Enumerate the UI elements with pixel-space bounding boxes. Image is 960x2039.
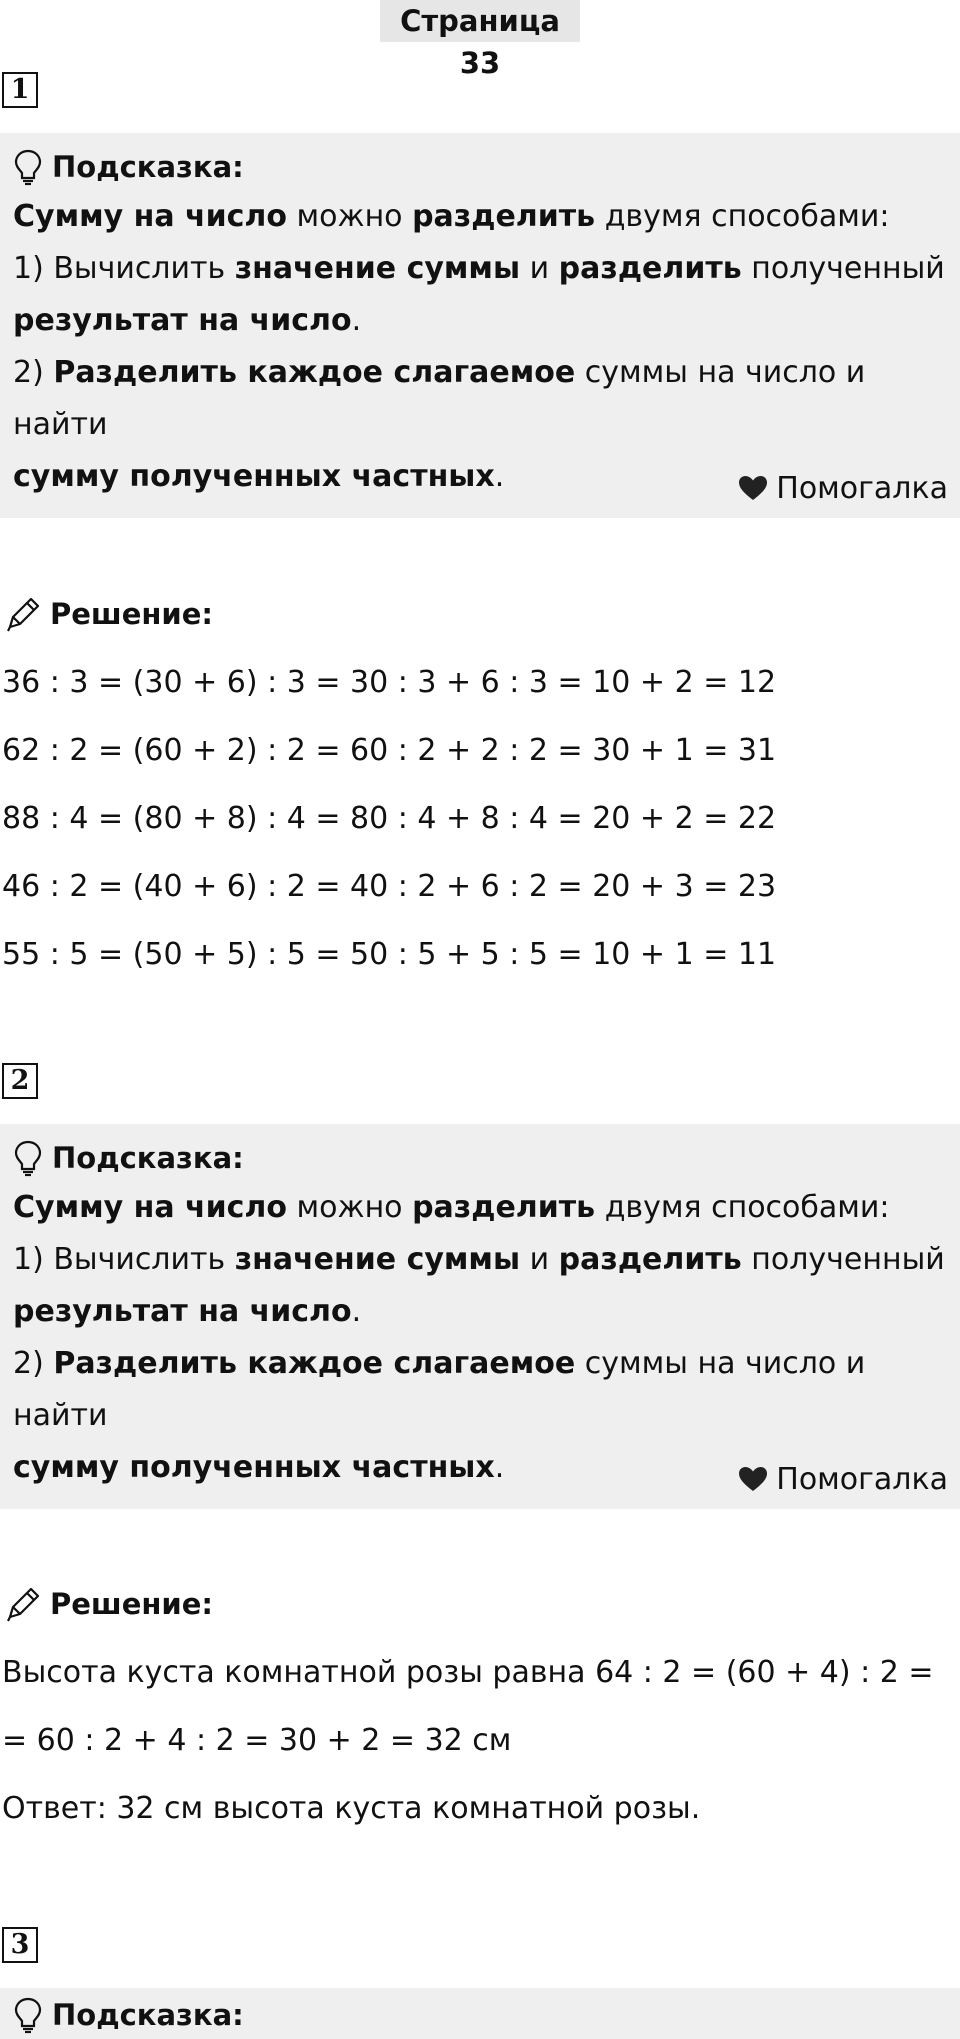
hint-text: двумя способами: — [595, 1190, 890, 1225]
hint-title-text: Подсказка: — [52, 150, 244, 184]
pencil-icon — [4, 595, 42, 633]
heart-icon — [738, 475, 768, 501]
solution-title-1 — [4, 590, 213, 638]
solution-line: 55 : 5 = (50 + 5) : 5 = 50 : 5 + 5 : 5 = 10 + 1 = 11 — [2, 937, 777, 972]
hint-bold: сумму полученных частных — [13, 1450, 495, 1485]
hint-bold: результат на число — [13, 1294, 352, 1329]
hint-text: двумя способами: — [595, 199, 890, 234]
hint-text: полученный — [741, 1242, 945, 1277]
credit-text: Помогалка — [776, 470, 948, 506]
credit — [738, 466, 948, 510]
hint-text: можно — [287, 1190, 413, 1225]
heart-icon — [738, 1466, 768, 1492]
hint-text: и — [520, 251, 559, 286]
hint-line-4 — [13, 347, 948, 451]
hint-text: . — [351, 1294, 362, 1329]
solution-line: 46 : 2 = (40 + 6) : 2 = 40 : 2 + 6 : 2 = 20 + 3 = 23 — [2, 869, 777, 904]
hint-text: . — [494, 459, 505, 494]
hint-bold: значение суммы — [234, 251, 521, 286]
hint-title — [12, 1991, 244, 2039]
hint-text: суммы на число и найти — [13, 1346, 866, 1433]
hint-text: полученный — [741, 251, 945, 286]
hint-text: можно — [287, 199, 413, 234]
solution-line: Ответ: 32 см высота куста комнатной розы. — [2, 1791, 701, 1826]
hint-line-2 — [13, 243, 948, 295]
solution-line: 36 : 3 = (30 + 6) : 3 = 30 : 3 + 6 : 3 = 10 + 2 = 12 — [2, 665, 777, 700]
hint-text: 1) Вычислить — [13, 1242, 235, 1277]
task-number-1: 1 — [2, 72, 38, 108]
hint-bold: Сумму на число — [13, 1190, 288, 1225]
hint-text: . — [494, 1450, 505, 1485]
hint-title-text: Подсказка: — [52, 1141, 244, 1175]
hint-line-3 — [13, 1286, 948, 1338]
hint-line-2 — [13, 1234, 948, 1286]
hint-line-3 — [13, 295, 948, 347]
hint-title — [12, 1134, 244, 1182]
hint-bold: сумму полученных частных — [13, 459, 495, 494]
hint-text: 2) — [13, 1346, 54, 1381]
hint-body — [13, 1182, 948, 1494]
hint-line-1 — [13, 191, 948, 243]
hint-bold: результат на число — [13, 303, 352, 338]
hint-body — [13, 191, 948, 503]
hint-bold: Сумму на число — [13, 199, 288, 234]
hint-text: и — [520, 1242, 559, 1277]
solution-line: = 60 : 2 + 4 : 2 = 30 + 2 = 32 см — [2, 1723, 512, 1758]
credit — [738, 1457, 948, 1501]
hint-text: . — [351, 303, 362, 338]
hint-box-1 — [0, 133, 960, 518]
hint-title — [12, 143, 244, 191]
lightbulb-icon — [12, 1139, 44, 1177]
hint-bold: разделить — [412, 1190, 596, 1225]
lightbulb-icon — [12, 1996, 44, 2034]
solution-title-text: Решение: — [50, 1587, 214, 1621]
hint-bold: разделить — [558, 1242, 742, 1277]
hint-bold: разделить — [412, 199, 596, 234]
hint-box-3 — [0, 1988, 960, 2039]
task-number-3: 3 — [2, 1927, 38, 1963]
solution-title-2 — [4, 1580, 213, 1628]
hint-bold: Разделить каждое слагаемое — [53, 1346, 576, 1381]
lightbulb-icon — [12, 148, 44, 186]
hint-text: 2) — [13, 355, 54, 390]
hint-bold: значение суммы — [234, 1242, 521, 1277]
credit-text: Помогалка — [776, 1461, 948, 1497]
hint-bold: разделить — [558, 251, 742, 286]
hint-line-1 — [13, 1182, 948, 1234]
hint-bold: Разделить каждое слагаемое — [53, 355, 576, 390]
solution-line: Высота куста комнатной розы равна 64 : 2 = (60 + 4) : 2 = — [2, 1655, 934, 1690]
solution-line: 88 : 4 = (80 + 8) : 4 = 80 : 4 + 8 : 4 = 20 + 2 = 22 — [2, 801, 777, 836]
task-number-2: 2 — [2, 1063, 38, 1099]
pencil-icon — [4, 1585, 42, 1623]
solution-title-text: Решение: — [50, 597, 214, 631]
hint-text: суммы на число и найти — [13, 355, 866, 442]
solution-line: 62 : 2 = (60 + 2) : 2 = 60 : 2 + 2 : 2 = 30 + 1 = 31 — [2, 733, 777, 768]
hint-box-2 — [0, 1124, 960, 1509]
page-title: Страница 33 — [380, 0, 580, 42]
hint-line-4 — [13, 1338, 948, 1442]
hint-text: 1) Вычислить — [13, 251, 235, 286]
hint-title-text: Подсказка: — [52, 1998, 244, 2032]
